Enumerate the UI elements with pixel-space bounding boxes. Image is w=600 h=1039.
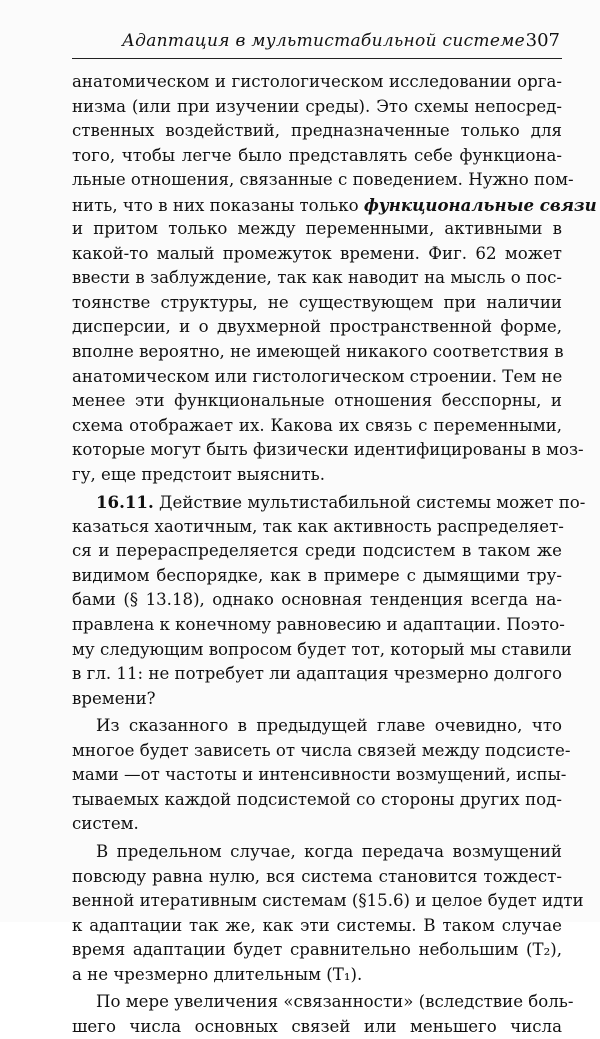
text-line: видимом беспорядке, как в примере с дымящими тру- bbox=[72, 565, 562, 585]
text-line: в гл. 11: не потребует ли адаптация чрезмерно долгого bbox=[72, 664, 562, 684]
text-line: мами —от частоты и интенсивности возмущений, испы- bbox=[72, 765, 567, 785]
text-line: которые могут быть физически идентифицированы в моз- bbox=[72, 440, 584, 460]
text-line: гу, еще предстоит выяснить. bbox=[72, 464, 325, 484]
text-line: того, чтобы легче было представлять себе функциона- bbox=[72, 145, 562, 165]
text-line: к адаптации так же, как эти системы. В таком случае bbox=[72, 915, 562, 935]
text-line: казаться хаотичным, так как активность распределяет- bbox=[72, 516, 564, 536]
text-line: анатомическом и гистологическом исследовании орга- bbox=[72, 72, 562, 91]
page-header bbox=[72, 28, 562, 59]
text-line: многое будет зависеть от числа связей между подсисте- bbox=[72, 740, 571, 760]
text-span: Действие мультистабильной системы может по- bbox=[159, 493, 586, 513]
text-line: венной итеративным системам (§15.6) и целое будет идти bbox=[72, 891, 584, 911]
text-line bbox=[72, 193, 597, 218]
text-line: тываемых каждой подсистемой со стороны других под- bbox=[72, 789, 562, 809]
text-line: В предельном случае, когда передача возмущений bbox=[96, 841, 562, 861]
text-line: ввести в заблуждение, так как наводит на мысль о пос- bbox=[72, 268, 562, 288]
text-line: низма (или при изучении среды). Это схемы непосред- bbox=[72, 96, 562, 116]
paragraph bbox=[72, 990, 574, 1039]
text-line: время адаптации будет сравнительно небольшим (T₂), bbox=[72, 940, 562, 960]
section-paragraph bbox=[72, 490, 586, 711]
text-line: тоянстве структуры, не существующем при наличии bbox=[72, 292, 562, 312]
text-line: шего числа основных связей или меньшего числа bbox=[72, 1016, 562, 1036]
text-line: ственных воздействий, предназначенные только для bbox=[72, 121, 562, 141]
text-line: вполне вероятно, не имеющей никакого соответствия в bbox=[72, 342, 564, 362]
page-body bbox=[72, 70, 597, 1039]
text-line: По мере увеличения «связанности» (вследствие боль- bbox=[96, 992, 574, 1012]
text-line: бами (§ 13.18), однако основная тенденция всегда на- bbox=[72, 590, 562, 610]
paragraph bbox=[72, 714, 571, 837]
section-number: 16.11. bbox=[96, 492, 154, 513]
running-head: Адаптация в мультистабильной системе bbox=[122, 31, 525, 51]
text-line: менее эти функциональные отношения бесспорны, и bbox=[72, 391, 562, 411]
paragraph bbox=[72, 840, 584, 987]
text-line: анатомическом или гистологическом строении. Тем не bbox=[72, 366, 563, 386]
paragraph-continuation bbox=[72, 70, 597, 487]
text-line: времени? bbox=[72, 688, 156, 708]
text-line: правлена к конечному равновесию и адаптации. Поэто- bbox=[72, 615, 565, 635]
text-line: ся и перераспределяется среди подсистем в таком же bbox=[72, 541, 562, 561]
page-number: 307 bbox=[525, 30, 560, 51]
text-line: схема отображает их. Какова их связь с переменными, bbox=[72, 415, 562, 435]
text-line: какой-то малый промежуток времени. Фиг. 62 может bbox=[72, 243, 562, 263]
italic-phrase: функциональные связи bbox=[363, 194, 597, 215]
text-span: нить, что в них показаны только bbox=[72, 195, 359, 215]
text-line: и притом только между переменными, активными в bbox=[72, 219, 562, 239]
text-line: повсюду равна нулю, вся система становится тождест- bbox=[72, 866, 562, 886]
text-line: дисперсии, и о двухмерной пространственной форме, bbox=[72, 317, 562, 337]
text-line: Из сказанного в предыдущей главе очевидно, что bbox=[96, 716, 562, 736]
text-line: му следующим вопросом будет тот, который мы ставили bbox=[72, 639, 572, 659]
text-line: систем. bbox=[72, 814, 139, 834]
text-line: льные отношения, связанные с поведением. Нужно пом- bbox=[72, 170, 574, 190]
text-line bbox=[72, 490, 586, 515]
text-line: а не чрезмерно длительным (T₁). bbox=[72, 964, 363, 984]
